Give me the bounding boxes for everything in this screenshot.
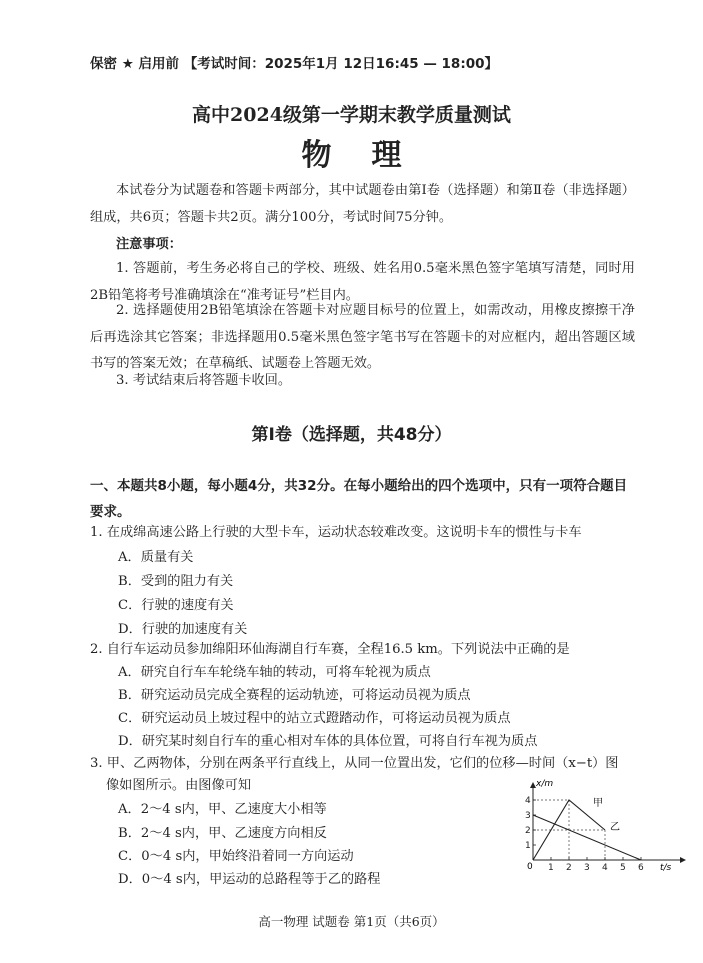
exam-title: 高中2024级第一学期末教学质量测试 — [192, 104, 511, 126]
y-axis-label: x/m — [536, 779, 554, 789]
question-2-option-d: D．研究某时刻自行车的重心相对车体的具体位置，可将自行车视为质点 — [118, 734, 538, 749]
exam-header: 保密 ★ 启用前 【考试时间：2025年1月 12日16:45 — 18:00】 — [90, 56, 498, 72]
label-jia: 甲 — [593, 798, 603, 809]
y-tick-label: 3 — [525, 811, 531, 821]
xt-graph — [505, 778, 690, 878]
subject-title: 物理 — [301, 138, 442, 173]
x-tick-label: 4 — [602, 863, 608, 873]
question-2-option-c: C．研究运动员上坡过程中的站立式蹬踏动作，可将运动员视为质点 — [118, 711, 511, 726]
y-tick-label: 4 — [525, 796, 531, 806]
question-1-option-d: D．行驶的加速度有关 — [118, 622, 248, 637]
x-axis-label: t/s — [660, 863, 672, 873]
y-tick-label: 2 — [525, 826, 531, 836]
x-tick-label: 1 — [548, 863, 554, 873]
y-tick-label: 1 — [525, 841, 531, 851]
question-3-option-c: C．0～4 s内，甲始终沿着同一方向运动 — [118, 849, 354, 864]
question-3-stem: 3. 甲、乙两物体，分别在两条平行直线上，从同一位置出发，它们的位移—时间（x−t）图 — [90, 756, 619, 771]
x-tick-label: 6 — [638, 863, 644, 873]
question-2-stem: 2. 自行车运动员参加绵阳环仙海湖自行车赛，全程16.5 km。下列说法中正确的是 — [90, 642, 570, 657]
notice-title: 注意事项： — [116, 237, 182, 252]
part-heading: 一、本题共8小题，每小题4分，共32分。在每小题给出的四个选项中，只有一项符合题目要求。 — [90, 478, 628, 520]
question-2-option-b: B．研究运动员完成全赛程的运动轨迹，可将运动员视为质点 — [118, 688, 471, 703]
question-3-option-b: B．2～4 s内，甲、乙速度方向相反 — [118, 826, 327, 841]
question-2-option-a: A．研究自行车车轮绕车轴的转动，可将车轮视为质点 — [118, 665, 431, 680]
origin-label: 0 — [527, 862, 533, 872]
page-footer: 高一物理 试题卷 第1页（共6页） — [258, 914, 445, 929]
question-3-stem-cont: 像如图所示。由图像可知 — [106, 778, 252, 793]
x-tick-label: 5 — [620, 863, 626, 873]
intro-paragraph: 本试卷分为试题卷和答题卡两部分，其中试题卷由第Ⅰ卷（选择题）和第Ⅱ卷（非选择题）组成，共6页；答题卡共2页。满分100分，考试时间75分钟。 — [90, 183, 635, 225]
x-tick-label: 2 — [566, 863, 572, 873]
question-3-option-d: D．0～4 s内，甲运动的总路程等于乙的路程 — [118, 872, 381, 887]
question-3-option-a: A．2～4 s内，甲、乙速度大小相等 — [118, 802, 327, 817]
section-title: 第Ⅰ卷（选择题，共48分） — [251, 425, 452, 445]
notice-item-2: 2. 选择题使用2B铅笔填涂在答题卡对应题目标号的位置上，如需改动，用橡皮擦擦干净后再选涂其它答案；非选择题用0.5毫米黑色签字笔书写在答题卡的对应框内，超出答题区域书写的答案无效；在草稿纸、试题卷上答题无效。 — [90, 303, 635, 371]
series-line-yi — [533, 815, 641, 860]
question-1-option-a: A．质量有关 — [118, 550, 194, 565]
label-yi: 乙 — [610, 822, 620, 833]
question-1-stem: 1. 在成绵高速公路上行驶的大型卡车，运动状态较难改变。这说明卡车的惯性与卡车 — [90, 525, 582, 540]
notice-item-3: 3. 考试结束后将答题卡收回。 — [116, 373, 292, 388]
x-tick-label: 3 — [584, 863, 590, 873]
question-1-option-b: B．受到的阻力有关 — [118, 574, 234, 589]
question-1-option-c: C．行驶的速度有关 — [118, 598, 234, 613]
notice-item-1: 1. 答题前，考生务必将自己的学校、班级、姓名用0.5毫米黑色签字笔填写清楚，同时用2B铅笔将考号准确填涂在“准考证号”栏目内。 — [90, 261, 635, 303]
